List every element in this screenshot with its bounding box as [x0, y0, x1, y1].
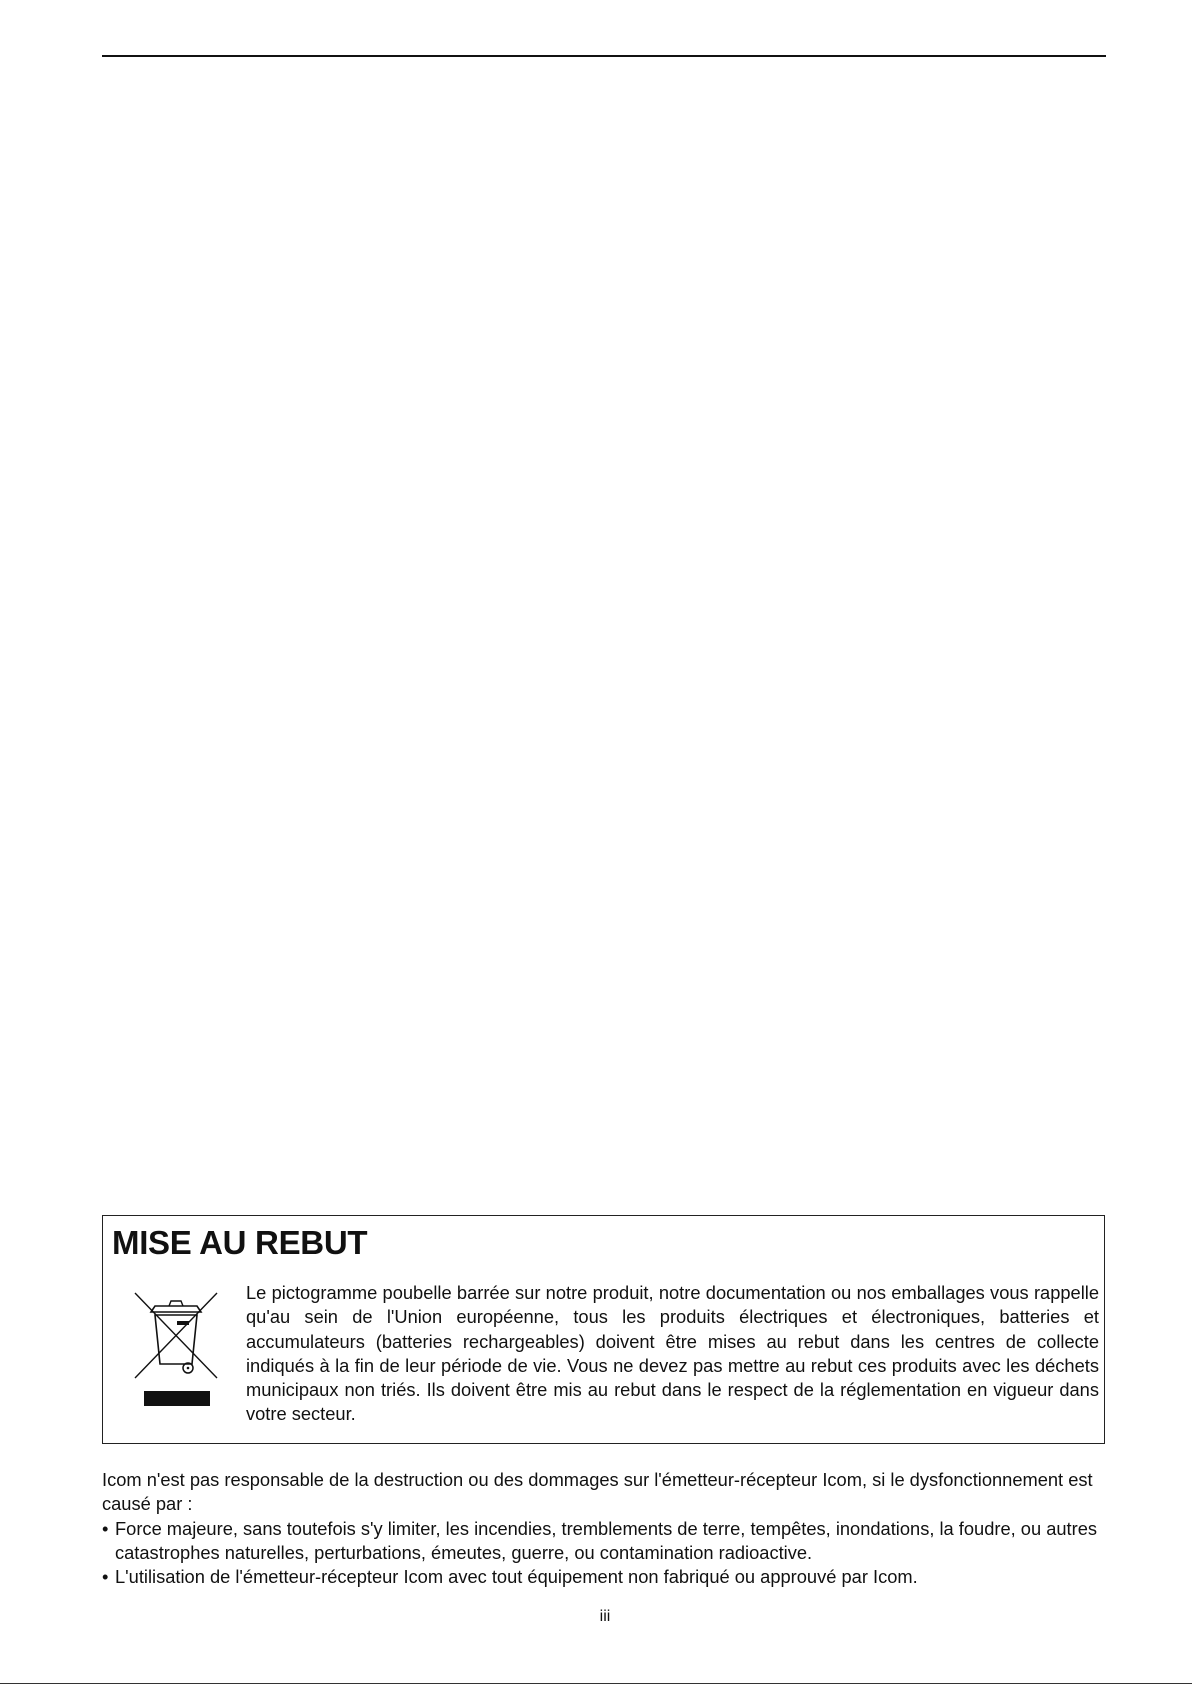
disposal-text: Le pictogramme poubelle barrée sur notre produit, notre documentation ou nos emballages vous rappelle qu'au sein de l'Union européenne, tous les produits électriques et électroniques, batteries et accumulateurs (batteries rechargeables) doivent être mises au rebut dans les centres de collecte indiqués à la fin de leur période de vie. Vous ne devez pas mettre au rebut ces produits avec les déchets municipaux non triés. Ils doivent être mis au rebut dans le respect de la réglementation en vigueur dans votre secteur.	[246, 1282, 1099, 1425]
footer-rule	[0, 1683, 1192, 1684]
liability-item-text: Force majeure, sans toutefois s'y limiter, les incendies, tremblements de terre, tempêtes, inondations, la foudre, ou autres catastrophes naturelles, perturbations, émeutes, guerre, ou contamination radioactive.	[115, 1517, 1098, 1563]
disposal-notice-box	[102, 1215, 1105, 1444]
bullet: •	[102, 1566, 109, 1588]
crossed-out-wheelie-bin-icon	[133, 1288, 219, 1406]
liability-item	[102, 1517, 1108, 1566]
header-rule	[102, 55, 1106, 57]
liability-item	[102, 1565, 1108, 1589]
liability-item-text: L'utilisation de l'émetteur-récepteur Icom avec tout équipement non fabriqué ou approuvé par Icom.	[115, 1566, 918, 1588]
page-number: iii	[599, 1608, 611, 1625]
liability-intro: Icom n'est pas responsable de la destruction ou des dommages sur l'émetteur-récepteur Icom, si le dysfonctionnement est causé par :	[102, 1469, 1093, 1515]
liability-list	[102, 1517, 1108, 1590]
liability-section	[102, 1468, 1108, 1589]
disposal-title: MISE AU REBUT	[112, 1224, 368, 1261]
bullet: •	[102, 1517, 109, 1539]
